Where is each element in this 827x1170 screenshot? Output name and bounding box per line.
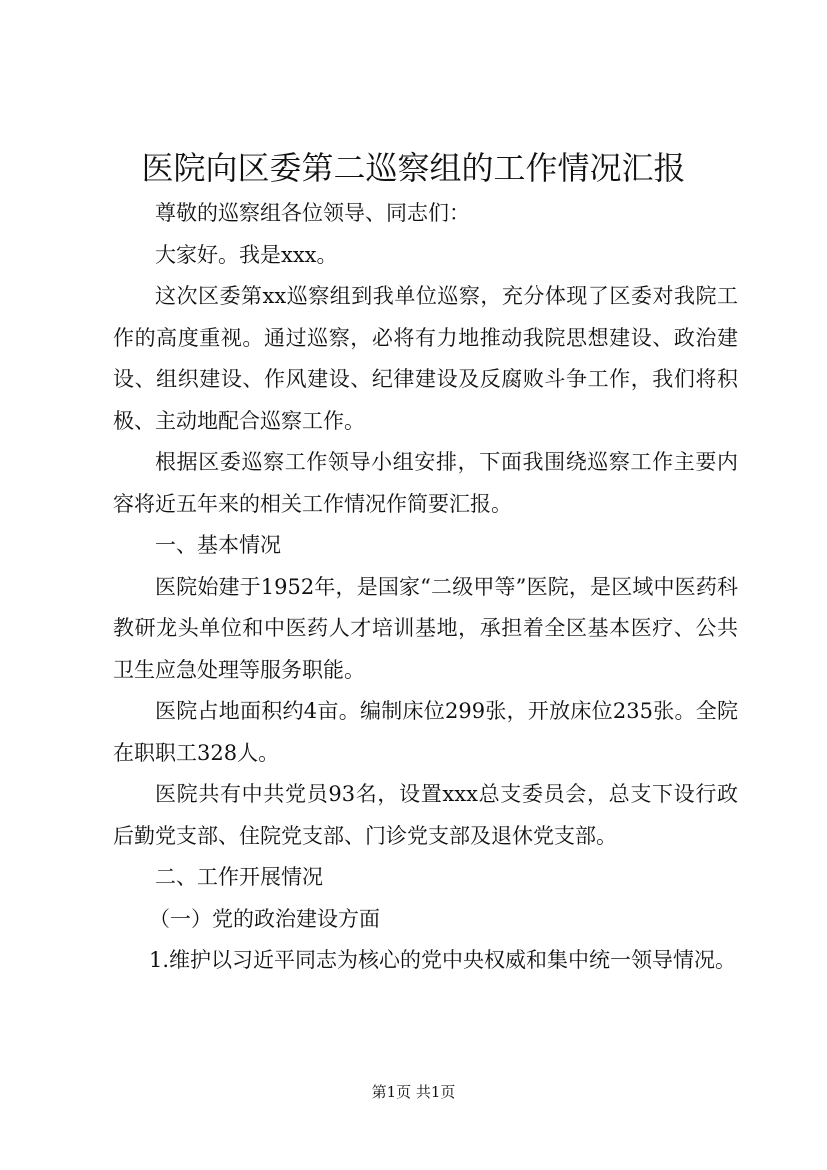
document-body	[113, 193, 738, 982]
section-heading-work-progress: 二、工作开展情况	[155, 865, 323, 889]
paragraph-party-members: 医院共有中共党员93名，设置xxx总支委员会，总支下设行政后勤党支部、住院党支部、门诊党支部及退休党支部。	[113, 782, 738, 848]
salutation: 尊敬的巡察组各位领导、同志们：	[155, 201, 470, 225]
subsection-heading-political-construction: （一）党的政治建设方面	[149, 906, 380, 931]
paragraph-hospital-capacity: 医院占地面积约4亩。编制床位299张，开放床位235张。全院在职职工328人。	[113, 699, 738, 765]
paragraph-item-1: 1.维护以习近平同志为核心的党中央权威和集中统一领导情况。	[149, 948, 737, 972]
paragraph-hospital-history: 医院始建于1952年，是国家“二级甲等”医院，是区域中医药科教研龙头单位和中医药人才培训基地，承担着全区基本医疗、公共卫生应急处理等服务职能。	[113, 574, 738, 682]
page-footer: 第1页 共1页	[371, 1083, 456, 1101]
paragraph-inspection-intro: 这次区委第xx巡察组到我单位巡察，充分体现了区委对我院工作的高度重视。通过巡察，必将有力地推动我院思想建设、政治建设、组织建设、作风建设、纪律建设及反腐败斗争工作，我们将积极、主动地配合巡察工作。	[113, 284, 738, 433]
greeting: 大家好。我是xxx。	[155, 242, 338, 267]
paragraph-report-scope: 根据区委巡察工作领导小组安排，下面我围绕巡察工作主要内容将近五年来的相关工作情况作简要汇报。	[113, 450, 738, 516]
document-title: 医院向区委第二巡察组的工作情况汇报	[141, 149, 686, 187]
section-heading-basic-info: 一、基本情况	[155, 533, 281, 557]
